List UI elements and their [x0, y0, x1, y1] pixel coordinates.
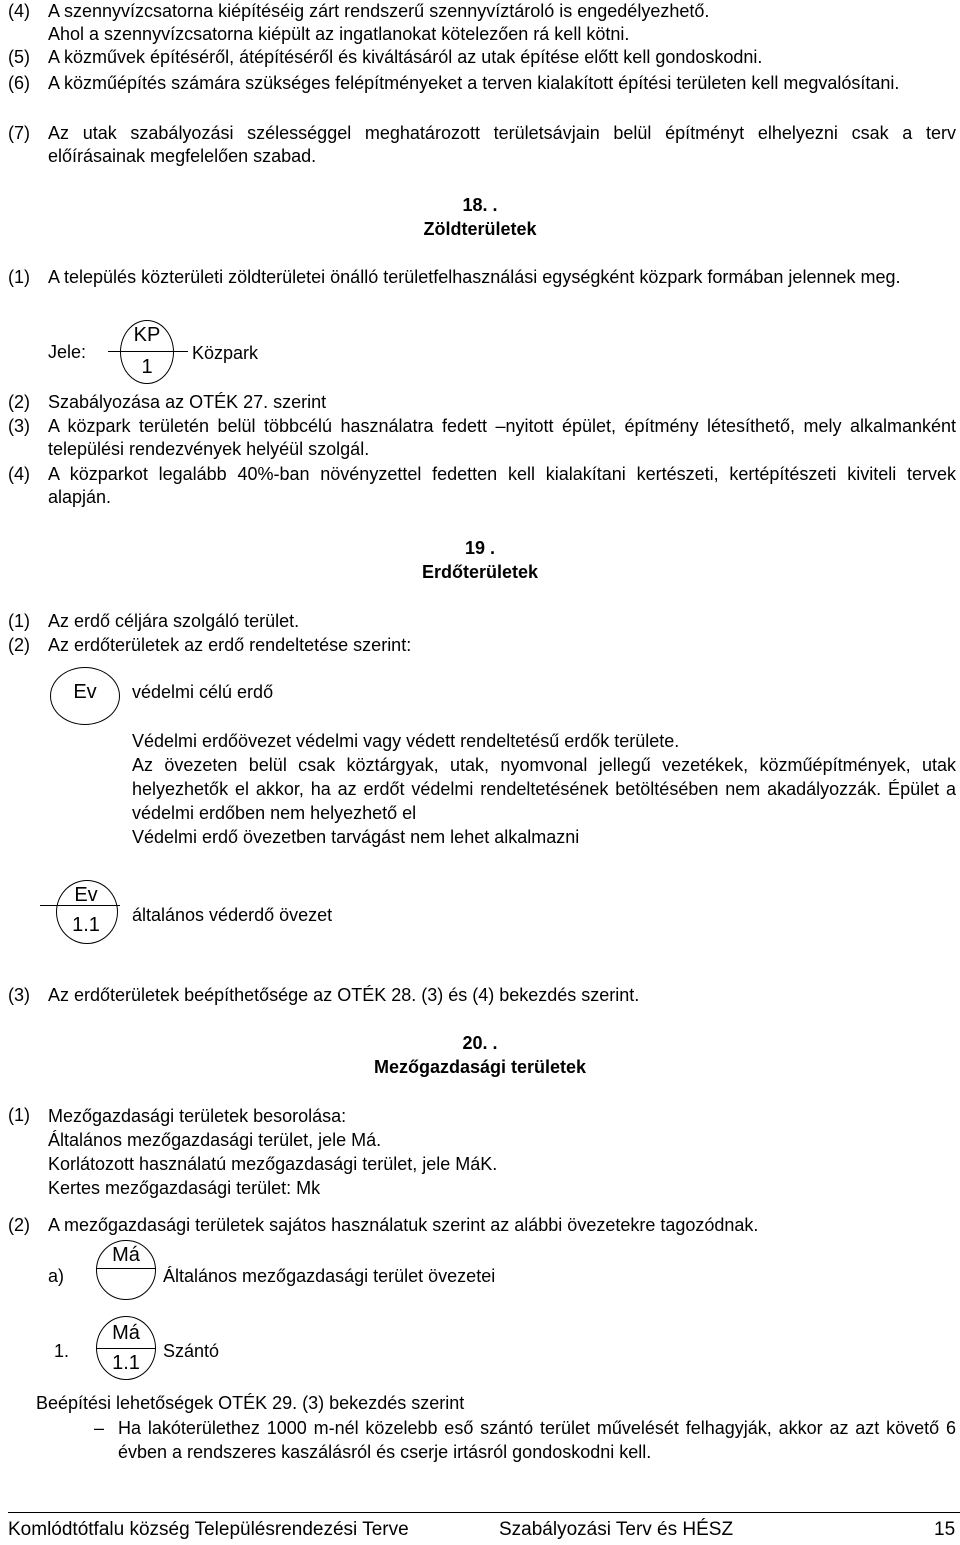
paragraph-text-line: Ahol a szennyvízcsatorna kiépült az ingatlanokat kötelezően rá kell kötni.	[48, 24, 630, 44]
ev11-symbol-bottom: 1.1	[72, 914, 100, 936]
ev11-symbol-top: Ev	[74, 884, 98, 906]
bullet-dash: –	[94, 1418, 105, 1438]
section-20-number: 20. .	[462, 1033, 498, 1053]
section-19-number: 19 .	[464, 538, 496, 558]
section-18-number: 18. .	[462, 195, 498, 215]
classification-line: Korlátozott használatú mezőgazdasági terület, jele MáK.	[48, 1154, 498, 1174]
paragraph-4-top	[8, 0, 956, 46]
section-20-paragraph-1	[8, 1104, 956, 1200]
ma11-symbol-top: Má	[112, 1322, 140, 1344]
paragraph-text: A közpark területén belül többcélú használatra fedett –nyitott épület, építmény létesíthető, mely alkalmanként települési rendezvények helyéül szolgál.	[48, 416, 956, 459]
zone-a-label: a)	[48, 1266, 65, 1286]
paragraph-number: (3)	[8, 416, 30, 436]
section-20-paragraph-2	[8, 1214, 956, 1237]
paragraph-number: (1)	[8, 1105, 30, 1125]
ev11-symbol	[40, 878, 122, 946]
paragraph-text: A közparkot legalább 40%-ban növényzettel fedetten kell kialakítani kertészeti, kertépítészeti kiviteli tervek alapján.	[48, 464, 956, 507]
kp-symbol-bottom: 1	[141, 356, 153, 378]
ma-symbol	[96, 1238, 156, 1302]
paragraph-text: Az erdőterületek beépíthetősége az OTÉK 28. (3) és (4) bekezdés szerint.	[48, 985, 640, 1005]
paragraph-number: (5)	[8, 47, 30, 67]
section-18-paragraph-4	[8, 463, 956, 509]
paragraph-text: Az utak szabályozási szélességgel meghatározott területsávjain belül építményt elhelyezni csak a terv előírásainak megfelelően szabad.	[48, 123, 956, 166]
bullet-text: Ha lakóterülethez 1000 m-nél közelebb eső szántó terület művelését felhagyják, akkor az azt követő 6 évben a rendszeres kaszálásról és cserje irtásról gondoskodni kell.	[118, 1418, 956, 1462]
section-19-paragraph-3	[8, 984, 956, 1007]
paragraph-text: A település közterületi zöldterületei önálló területfelhasználási egységként közpark formában jelennek meg.	[48, 267, 901, 287]
paragraph-text-line: A szennyvízcsatorna kiépítéséig zárt rendszerű szennyvíztároló is engedélyezhető.	[48, 1, 710, 21]
ev11-label: általános véderdő övezet	[132, 905, 333, 925]
section-18-paragraph-3	[8, 415, 956, 461]
section-19-paragraph-1	[8, 610, 956, 633]
ev-label: védelmi célú erdő	[132, 682, 274, 702]
kp-symbol	[108, 318, 188, 386]
paragraph-number: (7)	[8, 123, 30, 143]
building-options: Beépítési lehetőségek OTÉK 29. (3) bekezdés szerint	[36, 1393, 465, 1413]
section-18-title: Zöldterületek	[423, 219, 537, 239]
ma11-symbol	[96, 1314, 156, 1382]
ma-symbol-divider	[96, 1268, 156, 1269]
paragraph-text: A közművek építéséről, átépítéséről és kiváltásáról az utak építése előtt kell gondoskodni.	[48, 47, 763, 67]
ev-description	[132, 729, 956, 849]
footer-middle: Szabályozási Terv és HÉSZ	[499, 1519, 734, 1540]
classification-line: Általános mezőgazdasági terület, jele Má.	[48, 1130, 382, 1150]
ev-description-line-1: Védelmi erdőövezet védelmi vagy védett rendeltetésű erdők területe.	[132, 731, 680, 751]
paragraph-7-top	[8, 122, 956, 168]
footer-divider	[8, 1512, 960, 1513]
zone-1-label: 1.	[54, 1341, 70, 1361]
section-18-paragraph-1	[8, 266, 956, 289]
paragraph-text: A közműépítés számára szükséges felépítményeket a terven kialakított építési területen kell megvalósítani.	[48, 73, 900, 93]
section-20-title: Mezőgazdasági területek	[373, 1057, 587, 1077]
zone-a-text: Általános mezőgazdasági terület övezetei	[163, 1266, 496, 1286]
ev-description-line-3: Védelmi erdő övezetben tarvágást nem lehet alkalmazni	[132, 827, 580, 847]
paragraph-number: (4)	[8, 464, 30, 484]
kp-symbol-label: Közpark	[192, 343, 259, 363]
jele-label: Jele:	[48, 342, 87, 362]
kp-symbol-divider	[108, 351, 188, 352]
ma-symbol-top: Má	[112, 1244, 140, 1266]
classification-line: Mezőgazdasági területek besorolása:	[48, 1106, 347, 1126]
paragraph-5-top	[8, 46, 956, 69]
ma11-symbol-divider	[96, 1348, 156, 1349]
zone-1-text: Szántó	[163, 1341, 220, 1361]
paragraph-number: (2)	[8, 635, 30, 655]
section-19-title: Erdőterületek	[421, 562, 539, 582]
paragraph-text: A mezőgazdasági területek sajátos használatuk szerint az alábbi övezetekre tagozódnak.	[48, 1215, 759, 1235]
ev-description-line-2: Az övezeten belül csak köztárgyak, utak, nyomvonal jellegű vezetékek, közműépítmények, utak helyezhetők el akkor, ha az erdőt védelmi rendeltetésének betöltésében nem akadályozzák. Épület a védelmi erdőben nem helyezhető el	[132, 755, 956, 823]
paragraph-text: Szabályozása az OTÉK 27. szerint	[48, 392, 327, 412]
paragraph-6-top	[8, 72, 956, 95]
classification-line: Kertes mezőgazdasági terület: Mk	[48, 1178, 321, 1198]
paragraph-number: (1)	[8, 611, 30, 631]
paragraph-number: (2)	[8, 1215, 30, 1235]
paragraph-text: Az erdőterületek az erdő rendeltetése szerint:	[48, 635, 412, 655]
paragraph-text: Az erdő céljára szolgáló terület.	[48, 611, 300, 631]
paragraph-number: (6)	[8, 73, 30, 93]
page-number: 15	[934, 1519, 956, 1540]
ma11-symbol-bottom: 1.1	[112, 1352, 140, 1374]
footer-left: Komlódtótfalu község Településrendezési Terve	[8, 1519, 409, 1540]
paragraph-number: (1)	[8, 267, 30, 287]
paragraph-number: (2)	[8, 392, 30, 412]
section-18-paragraph-2	[8, 391, 956, 414]
ev-symbol: Ev	[73, 681, 97, 703]
paragraph-number: (3)	[8, 985, 30, 1005]
section-19-paragraph-2	[8, 634, 956, 657]
kp-symbol-top: KP	[133, 324, 161, 346]
paragraph-number: (4)	[8, 1, 30, 21]
